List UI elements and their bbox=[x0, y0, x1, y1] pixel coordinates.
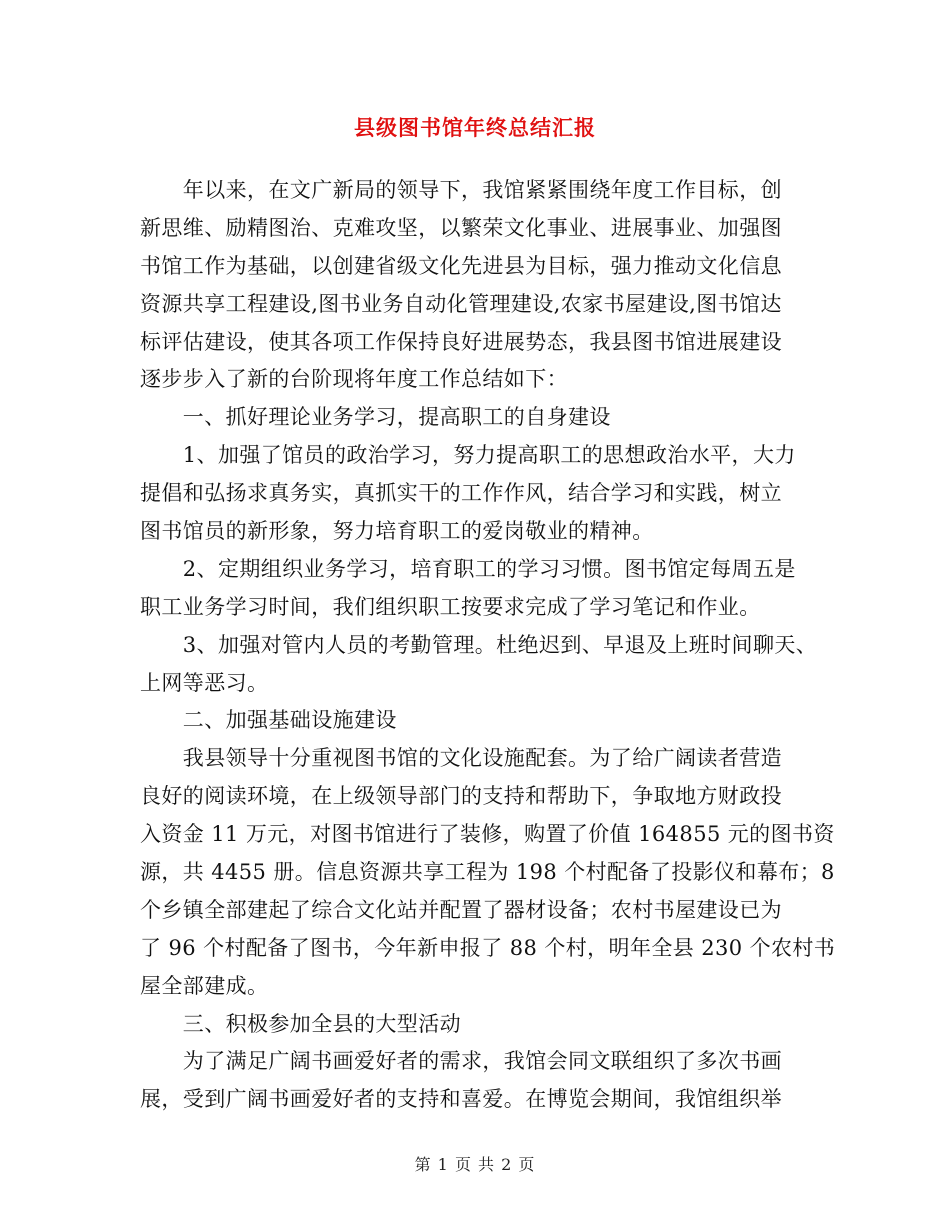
body-line: 年以来，在文广新局的领导下，我馆紧紧围绕年度工作目标，创 bbox=[140, 178, 782, 202]
body-line: 我县领导十分重视图书馆的文化设施配套。为了给广阔读者营造 bbox=[140, 746, 782, 771]
body-line: 职工业务学习时间，我们组织职工按要求完成了学习笔记和作业。 bbox=[140, 594, 761, 619]
body-line: 1、加强了馆员的政治学习，努力提高职工的思想政治水平，大力 bbox=[140, 443, 796, 468]
body-line: 源，共 4455 册。信息资源共享工程为 198 个村配备了投影仪和幕布；8 bbox=[140, 860, 835, 885]
body-line: 提倡和弘扬求真务实，真抓实干的工作作风，结合学习和实践，树立 bbox=[140, 481, 782, 506]
body-line: 新思维、励精图治、克难攻坚，以繁荣文化事业、进展事业、加强图 bbox=[140, 215, 782, 240]
body-line: 3、加强对管内人员的考勤管理。杜绝迟到、早退及上班时间聊天、 bbox=[140, 632, 818, 657]
body-line: 书馆工作为基础，以创建省级文化先进县为目标，强力推动文化信息 bbox=[140, 253, 782, 278]
document-body bbox=[140, 172, 836, 1119]
body-line: 入资金 11 万元，对图书馆进行了装修，购置了价值 164855 元的图书资 bbox=[140, 822, 835, 847]
section-heading: 三、积极参加全县的大型活动 bbox=[140, 1011, 461, 1036]
section-heading: 二、加强基础设施建设 bbox=[140, 708, 397, 733]
section-heading: 一、抓好理论业务学习，提高职工的自身建设 bbox=[140, 405, 611, 430]
body-line: 标评估建设，使其各项工作保持良好进展势态，我县图书馆进展建设 bbox=[140, 329, 782, 354]
page-footer: 第 1 页 共 2 页 bbox=[414, 1155, 536, 1174]
body-line: 资源共享工程建设,图书业务自动化管理建设,农家书屋建设,图书馆达 bbox=[140, 291, 782, 316]
body-line: 良好的阅读环境，在上级领导部门的支持和帮助下，争取地方财政投 bbox=[140, 784, 782, 809]
body-line: 展，受到广阔书画爱好者的支持和喜爱。在博览会期间，我馆组织举 bbox=[140, 1087, 782, 1112]
body-line: 为了满足广阔书画爱好者的需求，我馆会同文联组织了多次书画 bbox=[140, 1049, 782, 1074]
body-line: 了 96 个村配备了图书，今年新申报了 88 个村，明年全县 230 个农村书 bbox=[140, 935, 836, 960]
body-line: 屋全部建成。 bbox=[140, 973, 269, 998]
body-line: 个乡镇全部建起了综合文化站并配置了器材设备；农村书屋建设已为 bbox=[140, 897, 782, 922]
body-line: 上网等恶习。 bbox=[140, 670, 269, 695]
body-line: 逐步步入了新的台阶现将年度工作总结如下： bbox=[140, 367, 568, 392]
document-title: 县级图书馆年终总结汇报 bbox=[354, 115, 596, 140]
body-line: 2、定期组织业务学习，培育职工的学习习惯。图书馆定每周五是 bbox=[140, 556, 796, 581]
body-line: 图书馆员的新形象，努力培育职工的爱岗敬业的精神。 bbox=[140, 519, 654, 544]
